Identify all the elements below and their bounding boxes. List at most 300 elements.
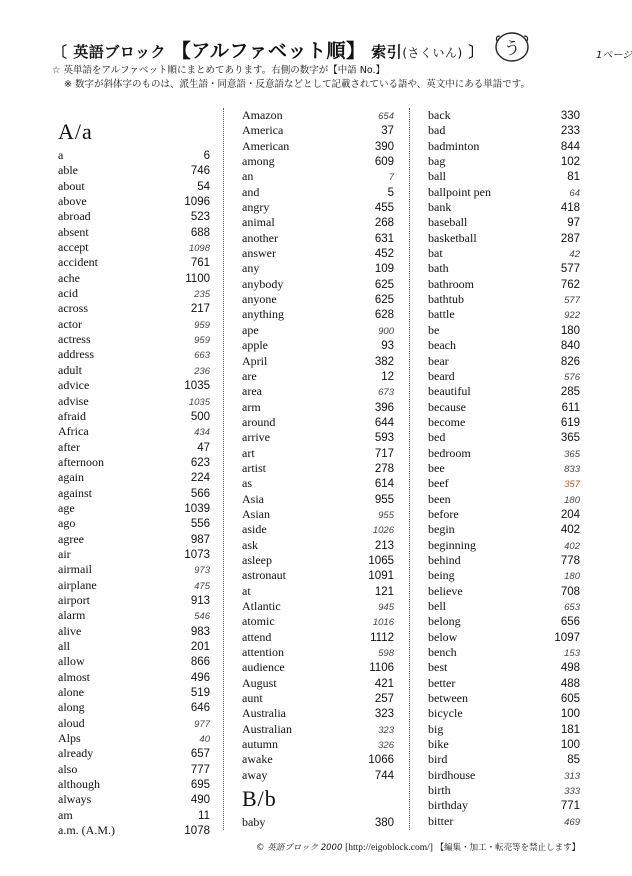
entry-number: 268 <box>374 217 394 230</box>
entry-word: because <box>428 399 466 414</box>
entry-number: 778 <box>560 554 580 567</box>
entry-word: any <box>242 261 260 276</box>
entry-word: alone <box>58 685 84 700</box>
entry-number: 330 <box>560 110 580 122</box>
entry-number: 844 <box>560 140 580 153</box>
index-entry <box>242 752 394 767</box>
entry-word: actress <box>58 332 91 347</box>
entry-word: bird <box>428 752 448 767</box>
entry-number: 631 <box>374 232 394 245</box>
entry-word: ache <box>58 270 80 285</box>
entry-number: 475 <box>194 580 210 592</box>
index-entry <box>428 154 580 169</box>
entry-word: almost <box>58 669 90 684</box>
entry-word: bear <box>428 353 449 368</box>
entry-number: 402 <box>560 524 580 537</box>
entry-number: 285 <box>560 386 580 399</box>
index-entry <box>242 323 394 338</box>
entry-number: 5 <box>387 186 394 199</box>
entry-number: 922 <box>564 310 580 322</box>
index-entry <box>242 246 394 261</box>
section-heading-a: A/a <box>58 119 93 144</box>
entry-word: bike <box>428 737 449 752</box>
entry-number: 396 <box>374 401 394 414</box>
entry-word: birthday <box>428 798 468 813</box>
index-entry <box>58 608 210 623</box>
entry-word: behind <box>428 552 461 567</box>
entry-number: 611 <box>561 401 580 414</box>
entry-word: actor <box>58 316 82 331</box>
entry-number: 983 <box>190 625 210 638</box>
entry-word: away <box>242 767 268 782</box>
entry-word: beginning <box>428 537 476 552</box>
entry-number: 402 <box>564 540 580 552</box>
index-entry <box>242 599 394 614</box>
entry-list <box>428 108 580 829</box>
entry-number: 826 <box>560 355 580 368</box>
entry-word: bank <box>428 200 452 215</box>
entry-word: basketball <box>428 230 477 245</box>
entry-number: 833 <box>564 463 580 475</box>
index-entry <box>428 323 580 338</box>
entry-word: baseball <box>428 215 468 230</box>
entry-number: 663 <box>194 350 210 362</box>
entry-word: alarm <box>58 608 86 623</box>
index-entry <box>58 440 210 455</box>
index-entry <box>242 676 394 691</box>
index-entry <box>428 446 580 461</box>
entry-word: against <box>58 485 92 500</box>
entry-word: Asian <box>242 506 270 521</box>
index-entry <box>428 630 580 645</box>
entry-number: 278 <box>374 462 394 475</box>
index-entry <box>242 400 394 415</box>
index-entry <box>58 148 210 163</box>
entry-word: anybody <box>242 276 284 291</box>
entry-word: able <box>58 163 78 178</box>
entry-word: allow <box>58 654 85 669</box>
entry-number: 323 <box>374 708 394 721</box>
index-entry <box>428 354 580 369</box>
index-entry <box>58 624 210 639</box>
index-entry <box>58 716 210 731</box>
title-reading: (さくいん) <box>402 46 463 60</box>
entry-word: autumn <box>242 737 278 752</box>
index-entry <box>242 768 394 783</box>
entry-number: 490 <box>190 794 210 807</box>
entry-word: attend <box>242 629 272 644</box>
entry-number: 85 <box>567 754 580 767</box>
entry-number: 598 <box>378 648 394 660</box>
entry-word: between <box>428 691 468 706</box>
index-entry <box>58 179 210 194</box>
notes <box>52 64 582 92</box>
entry-number: 153 <box>564 648 580 660</box>
entry-word: before <box>428 506 459 521</box>
footer-copyright: © 英語ブロック 2000 <box>256 843 343 853</box>
entry-word: at <box>242 583 251 598</box>
index-entry <box>242 568 394 583</box>
entry-number: 333 <box>564 786 580 798</box>
entry-word: aunt <box>242 691 263 706</box>
index-column-3 <box>428 108 580 829</box>
entry-number: 434 <box>194 427 210 439</box>
entry-word: awake <box>242 752 273 767</box>
index-entry <box>242 277 394 292</box>
entry-word: audience <box>242 660 285 675</box>
index-entry <box>242 737 394 752</box>
entry-number: 1097 <box>554 631 580 644</box>
index-entry <box>242 154 394 169</box>
entry-number: 37 <box>381 125 394 138</box>
entry-word: anyone <box>242 292 277 307</box>
entry-word: badminton <box>428 138 480 153</box>
entry-word: airplane <box>58 577 97 592</box>
index-entry <box>242 553 394 568</box>
index-entry <box>242 630 394 645</box>
index-entry <box>428 783 580 798</box>
index-entry <box>428 185 580 200</box>
entry-number: 628 <box>374 309 394 322</box>
entry-word: airport <box>58 592 90 607</box>
entry-word: better <box>428 675 456 690</box>
entry-word: America <box>242 123 284 138</box>
entry-word: age <box>58 500 75 515</box>
entry-number: 500 <box>190 410 210 423</box>
title-index: 索引 <box>371 43 403 61</box>
index-entry <box>242 706 394 721</box>
entry-number: 213 <box>374 539 394 552</box>
index-entry <box>58 685 210 700</box>
index-entry <box>58 301 210 316</box>
index-entry <box>242 461 394 476</box>
entry-number: 576 <box>564 371 580 383</box>
index-entry <box>242 215 394 230</box>
entry-word: aside <box>242 522 267 537</box>
index-entry <box>242 476 394 491</box>
index-entry <box>428 768 580 783</box>
entry-number: 365 <box>564 448 580 460</box>
entry-word: afternoon <box>58 454 104 469</box>
index-entry <box>428 307 580 322</box>
entry-word: birdhouse <box>428 767 476 782</box>
index-entry <box>58 470 210 485</box>
entry-word: Alps <box>58 731 81 746</box>
entry-number: 100 <box>560 739 580 752</box>
entry-word: another <box>242 230 278 245</box>
entry-word: afraid <box>58 408 86 423</box>
entry-number: 233 <box>560 125 580 138</box>
entry-word: astronaut <box>242 568 286 583</box>
index-entry <box>242 307 394 322</box>
entry-word: accident <box>58 255 98 270</box>
entry-number: 81 <box>567 171 580 184</box>
index-entry <box>428 246 580 261</box>
index-entry <box>428 599 580 614</box>
entry-word: around <box>242 414 276 429</box>
entry-word: ball <box>428 169 446 184</box>
entry-number: 688 <box>190 226 210 239</box>
index-entry <box>58 409 210 424</box>
entry-word: asleep <box>242 552 272 567</box>
index-entry <box>428 461 580 476</box>
index-entry <box>58 654 210 669</box>
index-entry <box>428 200 580 215</box>
index-entry <box>242 261 394 276</box>
entry-number: 577 <box>564 295 580 307</box>
index-entry <box>58 670 210 685</box>
entry-number: 93 <box>381 340 394 353</box>
index-entry <box>428 722 580 737</box>
entry-word: advise <box>58 393 89 408</box>
index-entry <box>58 209 210 224</box>
index-entry <box>242 691 394 706</box>
entry-word: apple <box>242 338 268 353</box>
entry-number: 498 <box>560 662 580 675</box>
index-entry <box>242 354 394 369</box>
entry-word: Asia <box>242 491 264 506</box>
entry-number: 593 <box>374 432 394 445</box>
entry-word: acid <box>58 286 78 301</box>
mascot-face-icon <box>492 30 532 64</box>
entry-word: April <box>242 353 268 368</box>
entry-number: 121 <box>374 585 394 598</box>
entry-word: best <box>428 660 448 675</box>
entry-word: bed <box>428 430 446 445</box>
entry-number: 40 <box>199 734 210 746</box>
entry-number: 1035 <box>188 396 210 408</box>
entry-word: bath <box>428 261 449 276</box>
entry-number: 657 <box>190 748 210 761</box>
index-entry <box>58 332 210 347</box>
entry-number: 566 <box>190 487 210 500</box>
entry-word: atomic <box>242 614 275 629</box>
entry-word: air <box>58 546 71 561</box>
index-entry <box>428 215 580 230</box>
entry-number: 204 <box>560 508 580 521</box>
entry-word: always <box>58 792 92 807</box>
index-entry <box>58 700 210 715</box>
entry-number: 708 <box>560 585 580 598</box>
entry-word: bag <box>428 154 446 169</box>
footer-url-link[interactable]: [http://eigoblock.com/] <box>345 843 433 853</box>
entry-number: 619 <box>560 416 580 429</box>
entry-word: advice <box>58 378 90 393</box>
index-column-1 <box>58 116 210 838</box>
page-number: 1ページ <box>596 50 632 61</box>
entry-number: 1026 <box>372 525 394 537</box>
index-entry <box>242 645 394 660</box>
index-entry <box>58 501 210 516</box>
entry-number: 326 <box>378 740 394 752</box>
entry-number: 382 <box>374 355 394 368</box>
index-entry <box>428 614 580 629</box>
entry-word: being <box>428 568 455 583</box>
index-entry <box>428 430 580 445</box>
entry-word: attention <box>242 645 284 660</box>
index-entry <box>428 277 580 292</box>
entry-number: 762 <box>560 278 580 291</box>
entry-word: ape <box>242 322 259 337</box>
title-close-bracket: 〕 <box>468 43 484 61</box>
index-entry <box>58 562 210 577</box>
entry-word: below <box>428 629 458 644</box>
entry-number: 287 <box>560 232 580 245</box>
entry-number: 7 <box>388 172 394 184</box>
entry-number: 47 <box>197 441 210 454</box>
entry-number: 201 <box>190 641 210 653</box>
entry-word: Australia <box>242 706 286 721</box>
index-entry <box>242 722 394 737</box>
entry-word: a <box>58 148 64 162</box>
entry-word: a.m. (A.M.) <box>58 823 115 838</box>
index-entry <box>242 660 394 675</box>
entry-number: 987 <box>190 533 210 546</box>
entry-word: alive <box>58 623 82 638</box>
index-entry <box>58 792 210 807</box>
entry-word: agree <box>58 531 84 546</box>
entry-word: belong <box>428 614 461 629</box>
title-open-bracket: 〔 <box>52 43 68 61</box>
entry-number: 180 <box>564 571 580 583</box>
entry-number: 42 <box>569 249 580 261</box>
index-entry <box>58 317 210 332</box>
index-entry <box>428 369 580 384</box>
page-footer <box>256 841 580 853</box>
index-entry <box>242 185 394 200</box>
entry-number: 644 <box>374 416 394 429</box>
entry-number: 12 <box>381 370 394 383</box>
index-entry <box>242 522 394 537</box>
entry-word: begin <box>428 522 455 537</box>
entry-number: 64 <box>569 187 580 199</box>
entry-number: 313 <box>564 770 580 782</box>
index-entry <box>242 139 394 154</box>
entry-word: beef <box>428 476 449 491</box>
entry-number: 761 <box>190 257 210 270</box>
index-entry <box>242 169 394 184</box>
entry-word: area <box>242 384 262 399</box>
index-entry <box>242 507 394 522</box>
index-entry <box>428 507 580 522</box>
index-entry <box>428 660 580 675</box>
entry-word: bitter <box>428 813 454 828</box>
entry-number: 365 <box>560 432 580 445</box>
entry-number: 1065 <box>368 554 394 567</box>
index-entry <box>428 691 580 706</box>
entry-word: Atlantic <box>242 599 281 613</box>
index-entry <box>428 553 580 568</box>
index-entry <box>58 547 210 562</box>
entry-word: Australian <box>242 721 292 736</box>
entry-word: ago <box>58 516 76 531</box>
entry-number: 257 <box>374 693 394 706</box>
entry-number: 1078 <box>184 825 210 838</box>
index-entry <box>242 369 394 384</box>
entry-number: 955 <box>378 509 394 521</box>
entry-word: above <box>58 194 87 209</box>
index-entry <box>242 384 394 399</box>
entry-word: believe <box>428 583 463 598</box>
entry-number: 673 <box>378 387 394 399</box>
entry-number: 6 <box>203 150 210 162</box>
entry-word: an <box>242 169 254 184</box>
entry-number: 625 <box>374 278 394 291</box>
entry-number: 421 <box>374 677 394 690</box>
index-entry <box>242 538 394 553</box>
entry-word: also <box>58 761 78 776</box>
entry-number: 653 <box>564 602 580 613</box>
entry-word: ask <box>242 537 258 552</box>
index-entry <box>428 706 580 721</box>
entry-word: already <box>58 746 94 761</box>
index-entry <box>242 492 394 507</box>
section-heading-b: B/b <box>242 786 277 812</box>
entry-number: 1073 <box>184 548 210 561</box>
entry-number: 771 <box>560 800 580 813</box>
index-entry <box>428 231 580 246</box>
index-entry <box>58 194 210 209</box>
index-entry <box>428 169 580 184</box>
index-entry <box>58 808 210 823</box>
entry-number: 97 <box>567 217 580 230</box>
entry-word: animal <box>242 215 275 230</box>
entry-number: 1112 <box>370 631 394 644</box>
entry-number: 11 <box>198 809 210 822</box>
entry-number: 959 <box>194 319 210 331</box>
entry-word: art <box>242 445 255 460</box>
entry-word: angry <box>242 200 270 215</box>
entry-word: beach <box>428 338 456 353</box>
index-entry <box>242 815 394 830</box>
entry-word: again <box>58 470 84 485</box>
entry-number: 496 <box>190 671 210 684</box>
index-entry <box>428 415 580 430</box>
entry-number: 224 <box>190 472 210 485</box>
entry-word: about <box>58 178 85 193</box>
entry-number: 656 <box>560 616 580 629</box>
entry-word: along <box>58 700 85 715</box>
entry-word: and <box>242 184 260 199</box>
entry-word: bathroom <box>428 276 474 291</box>
entry-word: are <box>242 368 257 383</box>
entry-word: arrive <box>242 430 270 445</box>
index-entry <box>428 108 580 123</box>
entry-number: 380 <box>374 817 394 830</box>
entry-number: 54 <box>197 180 210 193</box>
entry-number: 695 <box>190 779 210 792</box>
entry-number: 1066 <box>368 754 394 767</box>
index-entry <box>58 424 210 439</box>
entry-word: all <box>58 639 70 653</box>
entry-number: 977 <box>194 718 210 730</box>
entry-word: bell <box>428 599 446 613</box>
index-entry <box>428 814 580 829</box>
entry-number: 777 <box>190 763 210 776</box>
entry-word: bedroom <box>428 445 471 460</box>
index-entry <box>58 455 210 470</box>
index-entry <box>242 123 394 138</box>
entry-number: 623 <box>190 456 210 469</box>
entry-number: 900 <box>378 325 394 337</box>
entry-number: 556 <box>190 518 210 531</box>
entry-word: American <box>242 138 290 153</box>
index-entry <box>58 271 210 286</box>
entry-number: 717 <box>374 447 394 460</box>
index-entry <box>58 516 210 531</box>
index-entry <box>428 676 580 691</box>
entry-word: beautiful <box>428 384 471 399</box>
